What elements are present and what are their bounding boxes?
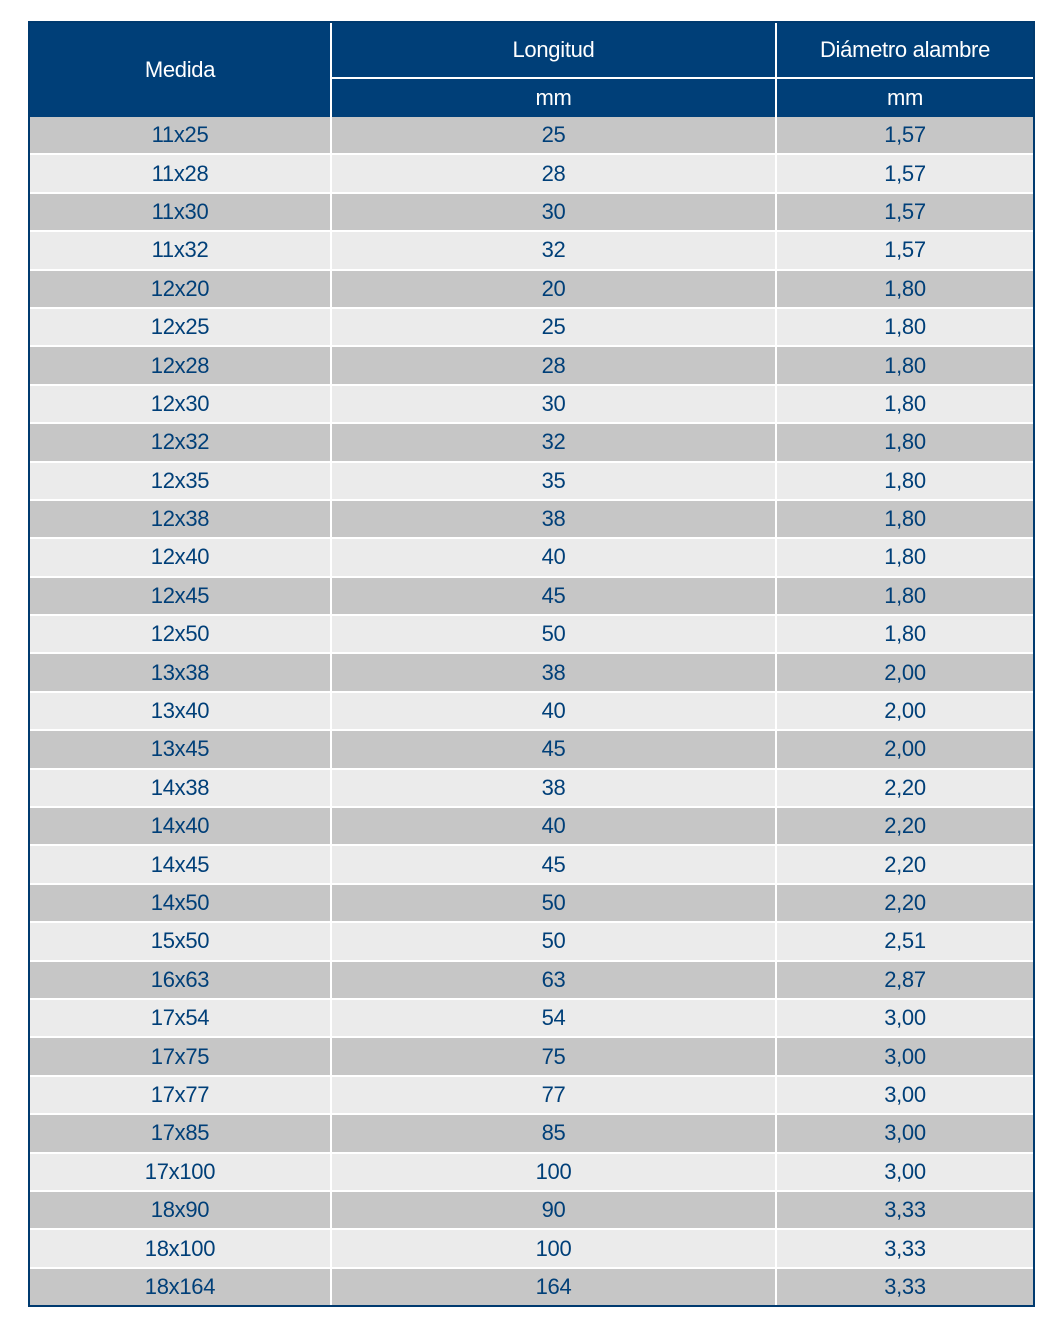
- cell-medida: 17x77: [30, 1076, 331, 1114]
- cell-medida: 12x20: [30, 270, 331, 308]
- cell-longitud: 40: [331, 807, 776, 845]
- cell-longitud: 45: [331, 730, 776, 768]
- cell-medida: 12x32: [30, 423, 331, 461]
- cell-diametro: 3,00: [776, 999, 1033, 1037]
- cell-medida: 17x85: [30, 1114, 331, 1152]
- header-diametro: Diámetro alambre: [776, 23, 1033, 78]
- cell-longitud: 85: [331, 1114, 776, 1152]
- cell-diametro: 3,00: [776, 1076, 1033, 1114]
- cell-medida: 12x28: [30, 346, 331, 384]
- cell-diametro: 2,20: [776, 769, 1033, 807]
- cell-diametro: 3,33: [776, 1268, 1033, 1305]
- cell-medida: 11x30: [30, 193, 331, 231]
- table-row: [30, 423, 1033, 461]
- cell-longitud: 45: [331, 845, 776, 883]
- cell-diametro: 3,00: [776, 1153, 1033, 1191]
- table-row: [30, 845, 1033, 883]
- table-row: [30, 500, 1033, 538]
- cell-longitud: 32: [331, 231, 776, 269]
- cell-medida: 16x63: [30, 961, 331, 999]
- cell-medida: 11x28: [30, 154, 331, 192]
- table-row: [30, 117, 1033, 154]
- cell-longitud: 50: [331, 615, 776, 653]
- cell-diametro: 3,33: [776, 1191, 1033, 1229]
- header-longitud: Longitud: [331, 23, 776, 78]
- cell-medida: 13x45: [30, 730, 331, 768]
- cell-longitud: 63: [331, 961, 776, 999]
- table-row: [30, 615, 1033, 653]
- table-row: [30, 1153, 1033, 1191]
- cell-longitud: 100: [331, 1229, 776, 1267]
- cell-medida: 14x45: [30, 845, 331, 883]
- cell-longitud: 25: [331, 308, 776, 346]
- cell-longitud: 35: [331, 462, 776, 500]
- cell-diametro: 3,00: [776, 1037, 1033, 1075]
- cell-longitud: 50: [331, 922, 776, 960]
- cell-longitud: 38: [331, 500, 776, 538]
- cell-diametro: 2,00: [776, 730, 1033, 768]
- table-row: [30, 346, 1033, 384]
- cell-diametro: 2,87: [776, 961, 1033, 999]
- cell-medida: 12x38: [30, 500, 331, 538]
- cell-longitud: 75: [331, 1037, 776, 1075]
- cell-diametro: 2,20: [776, 884, 1033, 922]
- cell-longitud: 20: [331, 270, 776, 308]
- cell-medida: 12x45: [30, 577, 331, 615]
- cell-medida: 15x50: [30, 922, 331, 960]
- cell-medida: 17x75: [30, 1037, 331, 1075]
- cell-longitud: 54: [331, 999, 776, 1037]
- cell-medida: 12x35: [30, 462, 331, 500]
- cell-diametro: 2,51: [776, 922, 1033, 960]
- cell-longitud: 40: [331, 538, 776, 576]
- cell-longitud: 77: [331, 1076, 776, 1114]
- cell-medida: 14x40: [30, 807, 331, 845]
- cell-diametro: 1,57: [776, 231, 1033, 269]
- table-row: [30, 1037, 1033, 1075]
- header-medida: Medida: [30, 23, 331, 117]
- specs-table: [30, 23, 1033, 1305]
- cell-diametro: 1,80: [776, 385, 1033, 423]
- table-row: [30, 769, 1033, 807]
- cell-medida: 18x90: [30, 1191, 331, 1229]
- table-row: [30, 1076, 1033, 1114]
- table-row: [30, 922, 1033, 960]
- cell-diametro: 1,80: [776, 423, 1033, 461]
- unit-longitud: mm: [331, 78, 776, 117]
- table-row: [30, 538, 1033, 576]
- table-row: [30, 462, 1033, 500]
- cell-medida: 14x38: [30, 769, 331, 807]
- cell-longitud: 28: [331, 346, 776, 384]
- cell-diametro: 1,80: [776, 577, 1033, 615]
- cell-medida: 17x100: [30, 1153, 331, 1191]
- cell-diametro: 1,80: [776, 270, 1033, 308]
- cell-diametro: 3,33: [776, 1229, 1033, 1267]
- table-row: [30, 385, 1033, 423]
- cell-diametro: 1,80: [776, 308, 1033, 346]
- cell-medida: 18x100: [30, 1229, 331, 1267]
- cell-diametro: 1,57: [776, 117, 1033, 154]
- cell-medida: 11x25: [30, 117, 331, 154]
- cell-medida: 13x40: [30, 692, 331, 730]
- cell-diametro: 1,80: [776, 346, 1033, 384]
- cell-medida: 18x164: [30, 1268, 331, 1305]
- table-row: [30, 961, 1033, 999]
- header-row: [30, 23, 1033, 78]
- cell-medida: 11x32: [30, 231, 331, 269]
- cell-longitud: 40: [331, 692, 776, 730]
- cell-medida: 12x30: [30, 385, 331, 423]
- cell-longitud: 30: [331, 385, 776, 423]
- cell-diametro: 1,80: [776, 615, 1033, 653]
- cell-medida: 12x50: [30, 615, 331, 653]
- table-row: [30, 154, 1033, 192]
- cell-medida: 14x50: [30, 884, 331, 922]
- cell-longitud: 100: [331, 1153, 776, 1191]
- table-row: [30, 884, 1033, 922]
- table-header: [30, 23, 1033, 117]
- cell-longitud: 50: [331, 884, 776, 922]
- table-row: [30, 1268, 1033, 1305]
- cell-medida: 12x40: [30, 538, 331, 576]
- cell-diametro: 2,00: [776, 653, 1033, 691]
- table-row: [30, 308, 1033, 346]
- table-row: [30, 807, 1033, 845]
- cell-diametro: 1,80: [776, 462, 1033, 500]
- table-row: [30, 653, 1033, 691]
- cell-longitud: 164: [331, 1268, 776, 1305]
- cell-diametro: 1,57: [776, 193, 1033, 231]
- specs-table-container: [28, 21, 1035, 1307]
- cell-diametro: 1,80: [776, 500, 1033, 538]
- table-body: [30, 117, 1033, 1305]
- table-row: [30, 730, 1033, 768]
- table-row: [30, 577, 1033, 615]
- cell-longitud: 45: [331, 577, 776, 615]
- cell-medida: 17x54: [30, 999, 331, 1037]
- table-row: [30, 1191, 1033, 1229]
- cell-medida: 12x25: [30, 308, 331, 346]
- table-row: [30, 692, 1033, 730]
- cell-longitud: 32: [331, 423, 776, 461]
- cell-diametro: 2,20: [776, 845, 1033, 883]
- cell-diametro: 1,57: [776, 154, 1033, 192]
- table-row: [30, 231, 1033, 269]
- cell-longitud: 30: [331, 193, 776, 231]
- table-row: [30, 1114, 1033, 1152]
- cell-diametro: 1,80: [776, 538, 1033, 576]
- cell-longitud: 25: [331, 117, 776, 154]
- table-row: [30, 193, 1033, 231]
- cell-longitud: 28: [331, 154, 776, 192]
- cell-diametro: 2,00: [776, 692, 1033, 730]
- cell-longitud: 38: [331, 769, 776, 807]
- table-row: [30, 999, 1033, 1037]
- cell-medida: 13x38: [30, 653, 331, 691]
- table-row: [30, 1229, 1033, 1267]
- cell-diametro: 3,00: [776, 1114, 1033, 1152]
- cell-diametro: 2,20: [776, 807, 1033, 845]
- cell-longitud: 90: [331, 1191, 776, 1229]
- table-row: [30, 270, 1033, 308]
- unit-diametro: mm: [776, 78, 1033, 117]
- cell-longitud: 38: [331, 653, 776, 691]
